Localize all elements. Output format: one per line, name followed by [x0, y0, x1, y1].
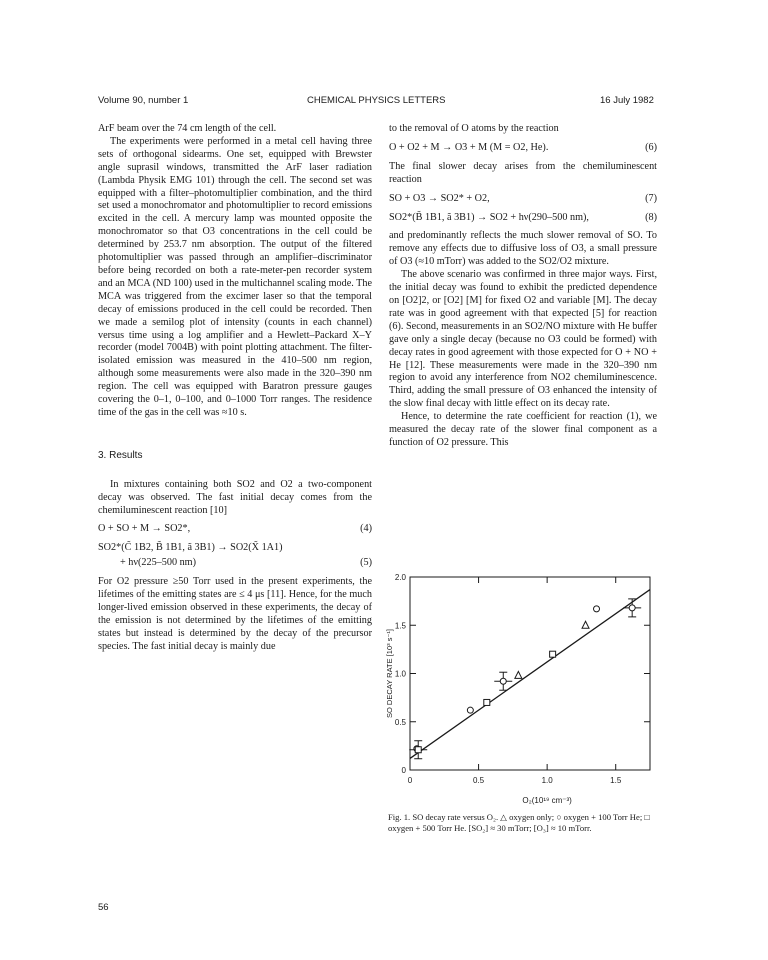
- fit-line: [410, 590, 650, 759]
- left-paragraph-2: The experiments were performed in a metal cell having three sets of orthogonal sidearms. One set, equipped with Brewster angle suprasil windows, transmitted the ArF laser radiation (Lambda Physik EMG 101) through the cell. The second set was equipped with a filter–photomultiplier combination, and the third set used a monochromator and photomultiplier to record emissions excited in the cell. A mercury lamp was mounted opposite the monochromator so that O3 concentrations in the cell could be determined by 253.7 nm absorption. The output of the filtered photomultiplier was passed through an amplifier–discriminator before being recorded on both a rate-meter-pen recorder system and an MCA (ND 100) used in the multichannel scaling mode. The MCA was triggered from the excimer laser so that the temporal decay of emissions produced in the cell could be recorded. Then we made a semilog plot of intensity (counts in each channel) versus time using a log amplifier and a Hewlett–Packard X–Y recorder (model 7004B) with point plotting attachment. The filter-isolated emission was measured in the 410–500 nm region, although some measurements were also made in the 320–390 nm region. The cell was equipped with Baratron pressure gauges covering the 0–1, 0–100, and 0–1000 Torr ranges. The residence time of the gas in the cell was ≈10 s.: [98, 135, 372, 418]
- volume-header: Volume 90, number 1: [98, 95, 189, 106]
- left-column: [98, 123, 372, 654]
- y-tick-label: 0: [401, 766, 406, 775]
- decay-rate-chart: [380, 565, 665, 810]
- x-tick-label: 0.5: [473, 776, 485, 785]
- equation-7: SO + O3 → SO2* + O2, (7): [389, 192, 657, 204]
- x-tick-label: 1.0: [541, 776, 553, 785]
- x-tick-label: 1.5: [610, 776, 622, 785]
- left-paragraph-4: For O2 pressure ≥50 Torr used in the present experiments, the lifetimes of the emitting states are ≤ 4 μs [11]. Hence, for the much longer-lived emission observed in these experiments, the decay of the emission is not determined by the lifetimes of the emitting states but instead is determined by the decay of the precursor species. The fast initial decay is mainly due: [98, 576, 372, 652]
- right-column: [389, 123, 657, 450]
- right-paragraph-1: to the removal of O atoms by the reaction: [389, 123, 559, 134]
- data-point-triangle: [582, 621, 589, 628]
- data-point-circle: [467, 707, 473, 713]
- equation-5a: SO2*(C̃ 1B2, B̃ 1B1, ã 3B1) → SO2(X̃ 1A1): [98, 542, 283, 554]
- y-tick-label: 1.0: [394, 669, 406, 679]
- journal-header: CHEMICAL PHYSICS LETTERS: [307, 95, 446, 106]
- y-tick-label: 2.0: [394, 573, 406, 582]
- x-axis-label: O₂(10¹⁹ cm⁻³): [522, 796, 572, 805]
- figure-caption: Fig. 1. SO decay rate versus O₂. △ oxygen only; ○ oxygen + 100 Torr He; □ oxygen + 500 Torr He. [SO₂] ≈ 30 mTorr; [O₃] ≈ 10 mTorr.: [388, 812, 650, 833]
- data-point-square: [484, 699, 490, 705]
- y-axis-label: SO DECAY RATE [10³ s⁻¹]: [385, 629, 394, 718]
- section-heading: 3. Results: [98, 449, 143, 461]
- left-paragraph-1: ArF beam over the 74 cm length of the cell.: [98, 123, 277, 134]
- page-number: 56: [98, 902, 109, 913]
- right-paragraph-2: The final slower decay arises from the chemiluminescent reaction: [389, 160, 657, 185]
- right-paragraph-5: Hence, to determine the rate coefficient for reaction (1), we measured the decay rate of the slower final component as a function of O2 pressure. This: [389, 411, 657, 448]
- x-tick-label: 0: [407, 776, 413, 785]
- data-point-circle: [594, 606, 600, 612]
- data-point-square: [550, 651, 556, 657]
- y-tick-label: 1.5: [394, 621, 406, 631]
- equation-5b: + hν(225–500 nm) (5): [120, 557, 372, 569]
- date-header: 16 July 1982: [600, 95, 654, 106]
- left-paragraph-3: In mixtures containing both SO2 and O2 a two-component decay was observed. The fast initial decay comes from the chemiluminescent reaction [10]: [98, 478, 372, 516]
- right-paragraph-3: and predominantly reflects the much slower removal of SO. To remove any effects due to diffusive loss of O3, a small pressure of O3 (≈10 mTorr) was added to the SO2/O2 mixture.: [389, 230, 657, 268]
- equation-6: O + O2 + M → O3 + M (M = O2, He). (6): [389, 141, 657, 153]
- data-point-triangle: [515, 671, 522, 678]
- equation-4: O + SO + M → SO2*, (4): [98, 523, 372, 535]
- equation-8: SO2*(B̃ 1B1, ã 3B1) → SO2 + hν(290–500 nm), (8): [389, 211, 657, 223]
- y-tick-label: 0.5: [394, 717, 406, 727]
- right-paragraph-4: The above scenario was confirmed in three major ways. First, the initial decay was found to exhibit the predicted dependence on [O2]2, or [O2] [M] for fixed O2 and variable [M]. The decay rate was in good agreement with that expected [5] for reaction (6). Second, measurements in an SO2/NO mixture with He buffer gave only a single decay (because no O3 could be formed) with decay rates in good agreement with those expected for O + NO + He [12]. These measurements were made in the 320–390 nm region to avoid any interference from NO2 chemiluminescence. Third, adding the small pressure of O3 enhanced the intensity of the slow final decay with little effect on its decay rate.: [389, 269, 657, 410]
- data-point-circle: [629, 605, 635, 611]
- data-point-circle: [500, 678, 506, 684]
- data-point-square: [415, 747, 421, 753]
